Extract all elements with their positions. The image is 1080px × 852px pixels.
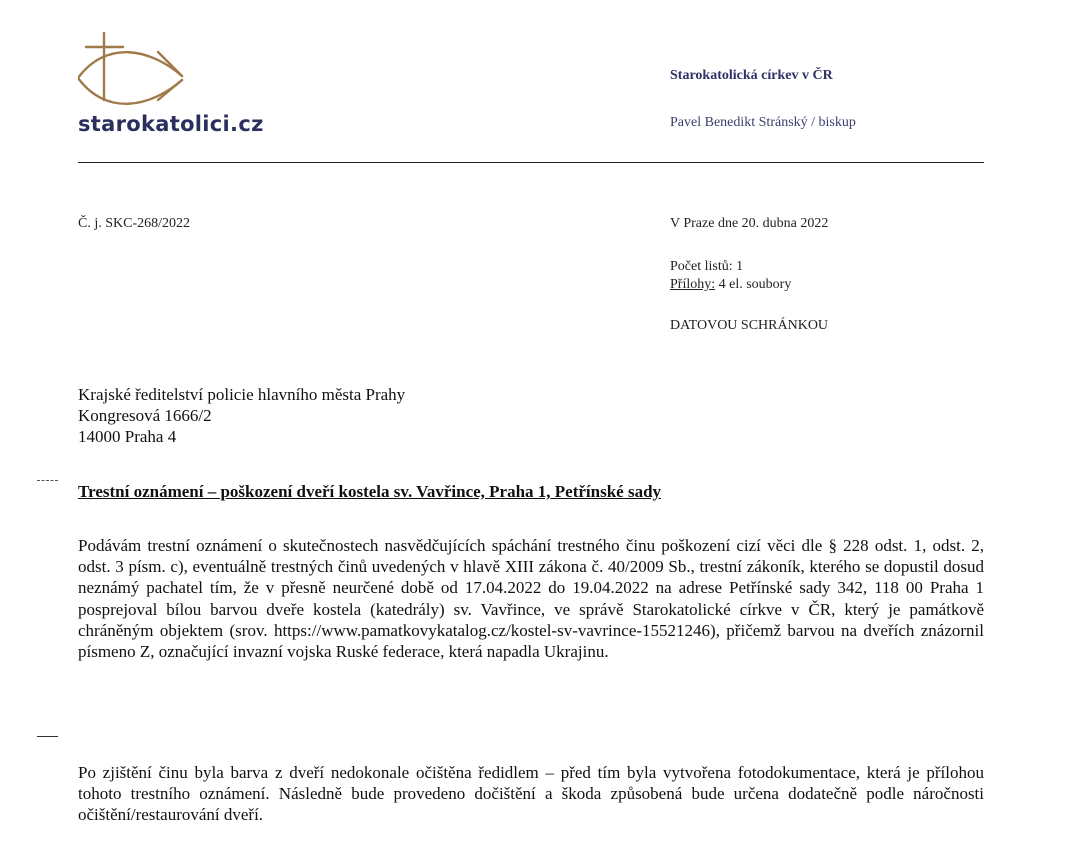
body-paragraph: Podávám trestní oznámení o skutečnostech nasvědčujících spáchání trestného činu poškození cizí věci dle § 228 odst. 1, odst. 2, odst. 3 písm. c), eventuálně trestných činů uvedených v hlavě XIII zákona č. 40/2009 Sb., trestní zákoník, kterého se dopustil dosud neznámý pachatel tím, že v přesně neurčené době od 17.04.2022 do 19.04.2022 na adrese Petřínské sady 342, 118 00 Praha 1 posprejoval bílou barvou dveře kostela (katedrály) sv. Vavřince, ve správě Starokatolické církve v ČR, který je památkově chráněným objektem (srov. https://www.pamatkovykatalog.cz/kostel-sv-vavrince-15521246), přičemž barvou na dveřích znázornil písmeno Z, označující invazní vojska Ruské federace, která napadla Ukrajinu. <box>78 536 984 662</box>
sender-name: Pavel Benedikt Stránský / biskup <box>670 115 856 130</box>
margin-marker <box>37 736 58 737</box>
delivery-method: DATOVOU SCHRÁNKOU <box>670 318 829 333</box>
organization-name: Starokatolická církev v ČR <box>670 68 833 83</box>
letter-date: V Praze dne 20. dubna 2022 <box>670 216 829 231</box>
recipient-line: Kongresová 1666/2 <box>78 406 212 425</box>
attachments-value: 4 el. soubory <box>715 277 792 292</box>
body-paragraph: Po zjištění činu byla barva z dveří nedokonale očištěna ředidlem – před tím byla vytvořena fotodokumentace, která je přílohou tohoto trestního oznámení. Následně bude provedeno dočištění a škoda způsobená bude určena dodatečně podle náročnosti očištění/restaurování dveří. <box>78 763 984 825</box>
recipient-line: Krajské ředitelství policie hlavního města Prahy <box>78 385 406 404</box>
subject-line: Trestní oznámení – poškození dveří kostela sv. Vavřince, Praha 1, Petřínské sady <box>78 482 662 501</box>
attachments-label: Přílohy: <box>670 277 716 292</box>
logo-text: starokatolici.cz <box>78 112 264 136</box>
page-count: Počet listů: 1 <box>670 259 744 274</box>
reference-number: Č. j. SKC-268/2022 <box>78 216 191 231</box>
header-divider <box>78 162 984 163</box>
recipient-line: 14000 Praha 4 <box>78 427 177 446</box>
attachments <box>670 277 791 293</box>
margin-marker <box>37 480 58 481</box>
